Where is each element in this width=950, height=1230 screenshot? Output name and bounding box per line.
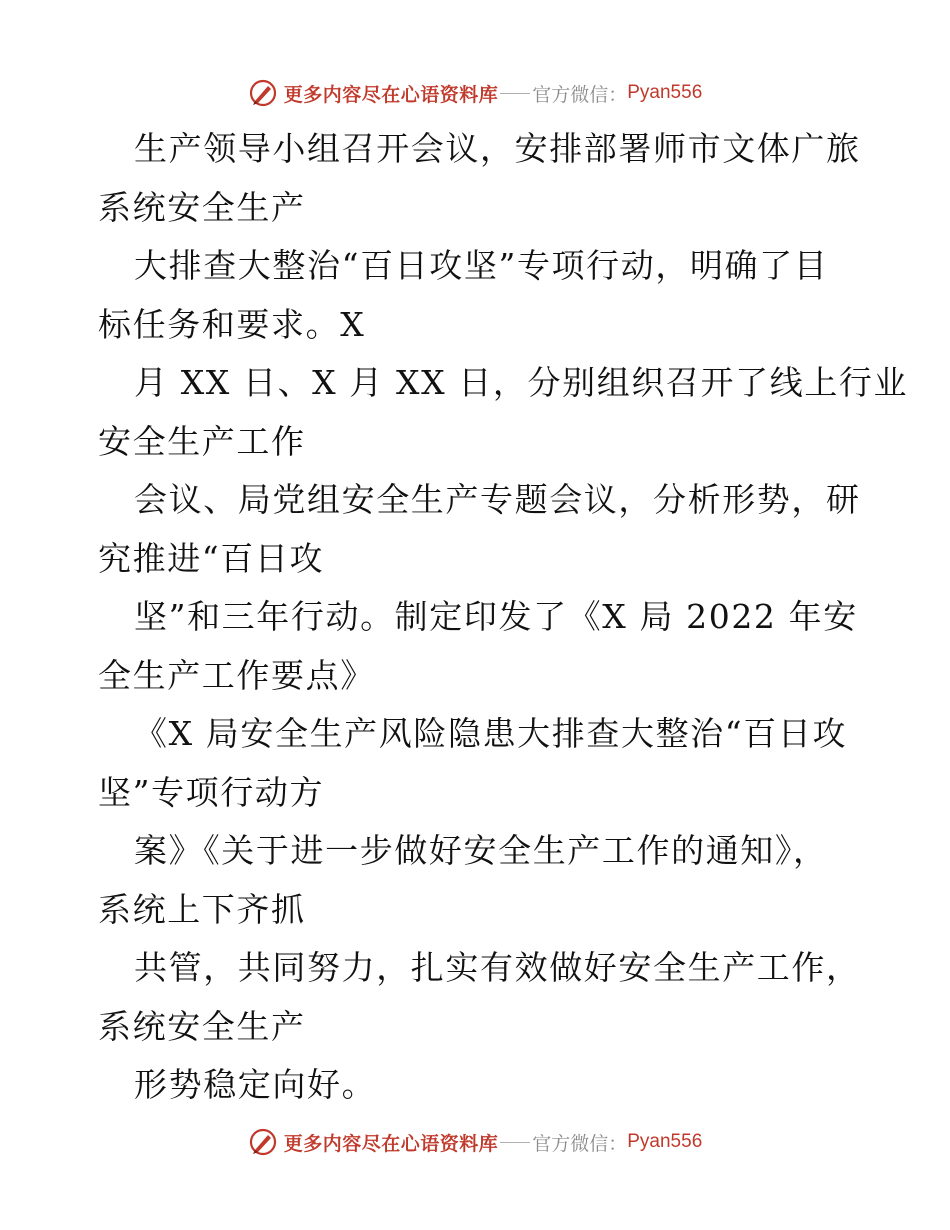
paragraph-line: 究推进“百日攻 xyxy=(98,538,325,578)
paragraph-line: 坚”专项行动方 xyxy=(98,772,325,812)
paragraph-line: 案》《关于进一步做好安全生产工作的通知》， xyxy=(134,831,828,870)
watermark-wechat-label: 官方微信： xyxy=(532,83,628,106)
paragraph-line: 系统上下齐抓 xyxy=(98,889,306,929)
watermark-dash xyxy=(500,1142,530,1143)
paragraph-line: 会议、局党组安全生产专题会议，分析形势，研 xyxy=(134,480,861,519)
watermark-text: 更多内容尽在心语资料库 xyxy=(283,83,499,106)
paragraph-line: 大排查大整治“百日攻坚”专项行动，明确了目 xyxy=(134,246,829,285)
paragraph-line: 标任务和要求。X xyxy=(98,304,366,344)
watermark-wechat-id: Pyan556 xyxy=(627,82,703,103)
paragraph-line: 坚”和三年行动。制定印发了《X 局 2022 年安 xyxy=(134,597,858,636)
header-watermark xyxy=(0,73,950,113)
paragraph-line: 安全生产工作 xyxy=(98,421,306,461)
paragraph-line: 形势稳定向好。 xyxy=(134,1065,377,1104)
paragraph-line: 共管，共同努力，扎实有效做好安全生产工作， xyxy=(134,948,861,987)
document-body xyxy=(98,120,909,1115)
paragraph-line: 《X 局安全生产风险隐患大排查大整治“百日攻 xyxy=(134,714,848,753)
paragraph-line: 月 XX 日、X 月 XX 日，分别组织召开了线上行业 xyxy=(134,363,909,402)
footer-watermark xyxy=(0,1122,950,1162)
watermark-dash xyxy=(500,93,530,94)
paragraph-line: 系统安全生产 xyxy=(98,1006,306,1046)
pen-logo-icon xyxy=(248,78,278,108)
paragraph-line: 全生产工作要点》 xyxy=(98,655,375,695)
paragraph-line: 系统安全生产 xyxy=(98,187,306,227)
pen-logo-icon xyxy=(248,1127,278,1157)
watermark-text: 更多内容尽在心语资料库 xyxy=(283,1132,499,1155)
paragraph-line: 生产领导小组召开会议，安排部署师市文体广旅 xyxy=(134,129,861,168)
watermark-wechat-id: Pyan556 xyxy=(627,1131,703,1152)
watermark-wechat-label: 官方微信： xyxy=(532,1132,628,1155)
